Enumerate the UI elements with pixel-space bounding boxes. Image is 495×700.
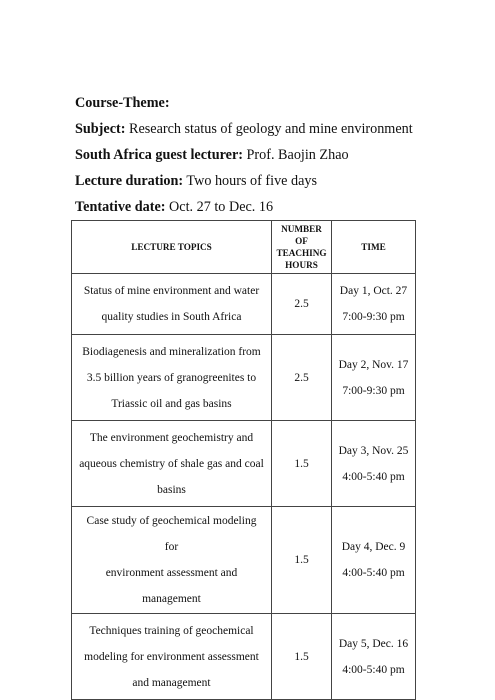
topic-line: environment assessment and [105,567,238,579]
lecture-schedule-table [71,220,416,700]
hours-cell: 1.5 [272,507,332,614]
table-row [72,614,416,700]
duration-value: Two hours of five days [186,173,318,189]
topic-line: modeling for environment assessment [84,650,259,663]
time-cell [332,335,416,421]
subject-label: Subject: [75,121,126,137]
duration-label: Lecture duration: [75,173,184,189]
subject-line [75,116,485,142]
topic-line: management [142,593,201,605]
topic-line: 3.5 billion years of granogreenites to [86,371,257,384]
day-text: Day 2, Nov. 17 [338,358,409,371]
topic-line: Biodiagenesis and mineralization from [82,345,261,358]
hours-cell: 2.5 [272,335,332,421]
duration-line [75,168,485,194]
topic-line: basins [157,483,186,496]
day-text: Day 3, Nov. 25 [338,444,409,457]
subject-value: Research status of geology and mine environment [129,121,413,137]
topic-cell [72,421,272,507]
course-header [75,90,485,220]
date-value: Oct. 27 to Dec. 16 [169,199,274,215]
header-hours-line: TEACHING [276,248,327,258]
date-line [75,194,485,220]
topic-line: aqueous chemistry of shale gas and coal [79,457,264,470]
lecturer-label: South Africa guest lecturer: [75,147,243,163]
time-cell [332,507,416,614]
header-time: TIME [332,221,416,274]
hours-cell: 1.5 [272,614,332,700]
header-hours-line: NUMBER [281,224,322,234]
topic-cell [72,614,272,700]
hours-cell: 2.5 [272,274,332,335]
topic-cell [72,335,272,421]
day-text: Day 5, Dec. 16 [338,637,409,650]
topic-cell [72,507,272,614]
topic-line: The environment geochemistry and [89,431,254,444]
time-text: 4:00-5:40 pm [342,470,405,483]
topic-line: Techniques training of geochemical [89,624,254,637]
header-hours-line: OF [295,236,308,246]
lecturer-value: Prof. Baojin Zhao [246,147,349,163]
time-text: 7:00-9:30 pm [342,384,405,397]
time-text: 4:00-5:40 pm [342,567,405,579]
topic-line: quality studies in South Africa [101,311,242,323]
time-cell [332,614,416,700]
table-header-row [72,221,416,274]
hours-cell: 1.5 [272,421,332,507]
header-lecture-topics: LECTURE TOPICS [72,221,272,274]
day-text: Day 4, Dec. 9 [341,541,406,553]
day-text: Day 1, Oct. 27 [339,285,408,297]
time-text: 4:00-5:40 pm [342,663,405,676]
header-teaching-hours [272,221,332,274]
course-theme-heading: Course-Theme: [75,95,170,111]
time-cell [332,274,416,335]
topic-line: Status of mine environment and water [83,285,260,297]
header-hours-line: HOURS [285,260,318,270]
topic-line: Case study of geochemical modeling for [86,515,257,553]
topic-line: and management [132,676,211,689]
topic-cell [72,274,272,335]
time-cell [332,421,416,507]
lecturer-line [75,142,485,168]
table-row [72,421,416,507]
table-row [72,335,416,421]
date-label: Tentative date: [75,199,166,215]
topic-line: Triassic oil and gas basins [111,397,232,410]
time-text: 7:00-9:30 pm [342,311,405,323]
table-row [72,274,416,335]
table-row [72,507,416,614]
